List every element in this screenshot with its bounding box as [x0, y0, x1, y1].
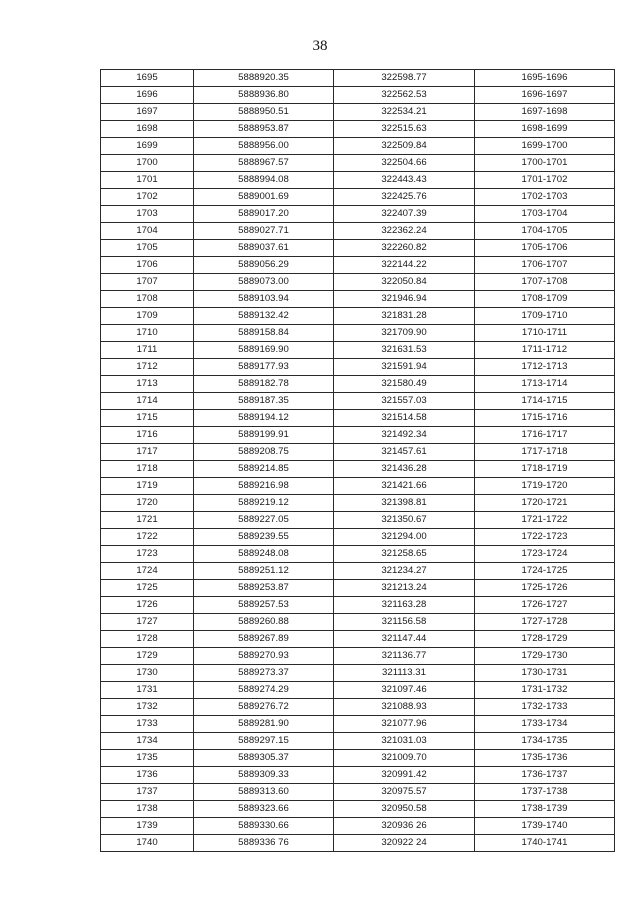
point-number-cell: 1716	[101, 427, 194, 444]
y-coordinate-cell: 321591.94	[334, 359, 475, 376]
y-coordinate-cell: 322425.76	[334, 189, 475, 206]
x-coordinate-cell: 5889323.66	[194, 801, 334, 818]
point-number-cell: 1732	[101, 699, 194, 716]
x-coordinate-cell: 5889276.72	[194, 699, 334, 716]
y-coordinate-cell: 321492.34	[334, 427, 475, 444]
x-coordinate-cell: 5889103.94	[194, 291, 334, 308]
table-row	[101, 665, 615, 682]
y-coordinate-cell: 320922 24	[334, 835, 475, 852]
segment-cell: 1704-1705	[475, 223, 615, 240]
x-coordinate-cell: 5888967.57	[194, 155, 334, 172]
point-number-cell: 1719	[101, 478, 194, 495]
y-coordinate-cell: 322515.63	[334, 121, 475, 138]
segment-cell: 1720-1721	[475, 495, 615, 512]
table-row	[101, 104, 615, 121]
y-coordinate-cell: 321136.77	[334, 648, 475, 665]
x-coordinate-cell: 5889227.05	[194, 512, 334, 529]
segment-cell: 1739-1740	[475, 818, 615, 835]
x-coordinate-cell: 5889073.00	[194, 274, 334, 291]
x-coordinate-cell: 5889027.71	[194, 223, 334, 240]
segment-cell: 1732-1733	[475, 699, 615, 716]
point-number-cell: 1711	[101, 342, 194, 359]
y-coordinate-cell: 321398.81	[334, 495, 475, 512]
x-coordinate-cell: 5889274.29	[194, 682, 334, 699]
table-body	[101, 70, 615, 852]
table-row	[101, 580, 615, 597]
table-row	[101, 393, 615, 410]
table-row	[101, 801, 615, 818]
point-number-cell: 1726	[101, 597, 194, 614]
point-number-cell: 1735	[101, 750, 194, 767]
x-coordinate-cell: 5889336 76	[194, 835, 334, 852]
y-coordinate-cell: 321350.67	[334, 512, 475, 529]
y-coordinate-cell: 322362.24	[334, 223, 475, 240]
point-number-cell: 1720	[101, 495, 194, 512]
point-number-cell: 1728	[101, 631, 194, 648]
point-number-cell: 1712	[101, 359, 194, 376]
table-row	[101, 189, 615, 206]
y-coordinate-cell: 321514.58	[334, 410, 475, 427]
y-coordinate-cell: 320950.58	[334, 801, 475, 818]
x-coordinate-cell: 5889169.90	[194, 342, 334, 359]
table-row	[101, 784, 615, 801]
x-coordinate-cell: 5889187.35	[194, 393, 334, 410]
point-number-cell: 1715	[101, 410, 194, 427]
point-number-cell: 1729	[101, 648, 194, 665]
x-coordinate-cell: 5889270.93	[194, 648, 334, 665]
y-coordinate-cell: 321156.58	[334, 614, 475, 631]
segment-cell: 1734-1735	[475, 733, 615, 750]
point-number-cell: 1738	[101, 801, 194, 818]
x-coordinate-cell: 5888953.87	[194, 121, 334, 138]
y-coordinate-cell: 322443.43	[334, 172, 475, 189]
segment-cell: 1699-1700	[475, 138, 615, 155]
table-row	[101, 308, 615, 325]
segment-cell: 1727-1728	[475, 614, 615, 631]
table-row	[101, 376, 615, 393]
table-row	[101, 359, 615, 376]
x-coordinate-cell: 5889199.91	[194, 427, 334, 444]
table-row	[101, 767, 615, 784]
y-coordinate-cell: 321097.46	[334, 682, 475, 699]
table-row	[101, 325, 615, 342]
point-number-cell: 1724	[101, 563, 194, 580]
x-coordinate-cell: 5889216.98	[194, 478, 334, 495]
segment-cell: 1736-1737	[475, 767, 615, 784]
x-coordinate-cell: 5889309.33	[194, 767, 334, 784]
segment-cell: 1733-1734	[475, 716, 615, 733]
y-coordinate-cell: 321294.00	[334, 529, 475, 546]
point-number-cell: 1730	[101, 665, 194, 682]
segment-cell: 1724-1725	[475, 563, 615, 580]
x-coordinate-cell: 5889017.20	[194, 206, 334, 223]
table-row	[101, 563, 615, 580]
point-number-cell: 1723	[101, 546, 194, 563]
x-coordinate-cell: 5889281.90	[194, 716, 334, 733]
table-row	[101, 172, 615, 189]
y-coordinate-cell: 320975.57	[334, 784, 475, 801]
table-row	[101, 546, 615, 563]
x-coordinate-cell: 5889194.12	[194, 410, 334, 427]
table-row	[101, 529, 615, 546]
segment-cell: 1705-1706	[475, 240, 615, 257]
point-number-cell: 1698	[101, 121, 194, 138]
x-coordinate-cell: 5889239.55	[194, 529, 334, 546]
point-number-cell: 1699	[101, 138, 194, 155]
table-row	[101, 444, 615, 461]
table-row	[101, 138, 615, 155]
y-coordinate-cell: 321213.24	[334, 580, 475, 597]
y-coordinate-cell: 321077.96	[334, 716, 475, 733]
y-coordinate-cell: 321009.70	[334, 750, 475, 767]
segment-cell: 1697-1698	[475, 104, 615, 121]
y-coordinate-cell: 322509.84	[334, 138, 475, 155]
y-coordinate-cell: 322260.82	[334, 240, 475, 257]
table-row	[101, 291, 615, 308]
x-coordinate-cell: 5889273.37	[194, 665, 334, 682]
x-coordinate-cell: 5889056.29	[194, 257, 334, 274]
segment-cell: 1709-1710	[475, 308, 615, 325]
point-number-cell: 1704	[101, 223, 194, 240]
segment-cell: 1740-1741	[475, 835, 615, 852]
segment-cell: 1729-1730	[475, 648, 615, 665]
segment-cell: 1703-1704	[475, 206, 615, 223]
y-coordinate-cell: 321436.28	[334, 461, 475, 478]
x-coordinate-cell: 5888950.51	[194, 104, 334, 121]
segment-cell: 1735-1736	[475, 750, 615, 767]
point-number-cell: 1737	[101, 784, 194, 801]
x-coordinate-cell: 5888920.35	[194, 70, 334, 87]
x-coordinate-cell: 5888936.80	[194, 87, 334, 104]
x-coordinate-cell: 5888994.08	[194, 172, 334, 189]
point-number-cell: 1736	[101, 767, 194, 784]
y-coordinate-cell: 321088.93	[334, 699, 475, 716]
y-coordinate-cell: 320936 26	[334, 818, 475, 835]
y-coordinate-cell: 321163.28	[334, 597, 475, 614]
x-coordinate-cell: 5889297.15	[194, 733, 334, 750]
x-coordinate-cell: 5889132.42	[194, 308, 334, 325]
table-row	[101, 495, 615, 512]
point-number-cell: 1701	[101, 172, 194, 189]
segment-cell: 1713-1714	[475, 376, 615, 393]
x-coordinate-cell: 5889182.78	[194, 376, 334, 393]
y-coordinate-cell: 322504.66	[334, 155, 475, 172]
table-row	[101, 155, 615, 172]
table-row	[101, 410, 615, 427]
segment-cell: 1715-1716	[475, 410, 615, 427]
point-number-cell: 1714	[101, 393, 194, 410]
segment-cell: 1707-1708	[475, 274, 615, 291]
table-row	[101, 682, 615, 699]
point-number-cell: 1702	[101, 189, 194, 206]
point-number-cell: 1725	[101, 580, 194, 597]
x-coordinate-cell: 5889219.12	[194, 495, 334, 512]
point-number-cell: 1707	[101, 274, 194, 291]
point-number-cell: 1697	[101, 104, 194, 121]
point-number-cell: 1703	[101, 206, 194, 223]
x-coordinate-cell: 5889001.69	[194, 189, 334, 206]
x-coordinate-cell: 5889260.88	[194, 614, 334, 631]
table-row	[101, 223, 615, 240]
table-row	[101, 87, 615, 104]
point-number-cell: 1696	[101, 87, 194, 104]
segment-cell: 1706-1707	[475, 257, 615, 274]
segment-cell: 1730-1731	[475, 665, 615, 682]
table-row	[101, 648, 615, 665]
y-coordinate-cell: 321946.94	[334, 291, 475, 308]
y-coordinate-cell: 322050.84	[334, 274, 475, 291]
y-coordinate-cell: 322407.39	[334, 206, 475, 223]
point-number-cell: 1710	[101, 325, 194, 342]
table-row	[101, 274, 615, 291]
page-number: 38	[312, 38, 328, 54]
segment-cell: 1723-1724	[475, 546, 615, 563]
y-coordinate-cell: 322534.21	[334, 104, 475, 121]
table-row	[101, 716, 615, 733]
table-row	[101, 750, 615, 767]
segment-cell: 1700-1701	[475, 155, 615, 172]
x-coordinate-cell: 5889037.61	[194, 240, 334, 257]
coordinates-table	[100, 69, 615, 852]
y-coordinate-cell: 321557.03	[334, 393, 475, 410]
table-row	[101, 818, 615, 835]
y-coordinate-cell: 321258.65	[334, 546, 475, 563]
segment-cell: 1731-1732	[475, 682, 615, 699]
point-number-cell: 1705	[101, 240, 194, 257]
segment-cell: 1721-1722	[475, 512, 615, 529]
segment-cell: 1718-1719	[475, 461, 615, 478]
segment-cell: 1710-1711	[475, 325, 615, 342]
x-coordinate-cell: 5889158.84	[194, 325, 334, 342]
y-coordinate-cell: 321031.03	[334, 733, 475, 750]
point-number-cell: 1713	[101, 376, 194, 393]
y-coordinate-cell: 322598.77	[334, 70, 475, 87]
point-number-cell: 1717	[101, 444, 194, 461]
point-number-cell: 1700	[101, 155, 194, 172]
point-number-cell: 1734	[101, 733, 194, 750]
table-row	[101, 257, 615, 274]
point-number-cell: 1695	[101, 70, 194, 87]
segment-cell: 1698-1699	[475, 121, 615, 138]
x-coordinate-cell: 5889330.66	[194, 818, 334, 835]
point-number-cell: 1721	[101, 512, 194, 529]
segment-cell: 1738-1739	[475, 801, 615, 818]
table-row	[101, 461, 615, 478]
table-row	[101, 597, 615, 614]
table-row	[101, 699, 615, 716]
segment-cell: 1725-1726	[475, 580, 615, 597]
y-coordinate-cell: 321709.90	[334, 325, 475, 342]
segment-cell: 1717-1718	[475, 444, 615, 461]
table-row	[101, 70, 615, 87]
segment-cell: 1719-1720	[475, 478, 615, 495]
point-number-cell: 1731	[101, 682, 194, 699]
table-row	[101, 835, 615, 852]
table-row	[101, 240, 615, 257]
segment-cell: 1712-1713	[475, 359, 615, 376]
segment-cell: 1696-1697	[475, 87, 615, 104]
segment-cell: 1711-1712	[475, 342, 615, 359]
y-coordinate-cell: 321421.66	[334, 478, 475, 495]
x-coordinate-cell: 5889214.85	[194, 461, 334, 478]
x-coordinate-cell: 5889248.08	[194, 546, 334, 563]
point-number-cell: 1727	[101, 614, 194, 631]
segment-cell: 1708-1709	[475, 291, 615, 308]
y-coordinate-cell: 321631.53	[334, 342, 475, 359]
point-number-cell: 1733	[101, 716, 194, 733]
segment-cell: 1716-1717	[475, 427, 615, 444]
point-number-cell: 1706	[101, 257, 194, 274]
y-coordinate-cell: 321147.44	[334, 631, 475, 648]
table-row	[101, 342, 615, 359]
segment-cell: 1728-1729	[475, 631, 615, 648]
y-coordinate-cell: 321234.27	[334, 563, 475, 580]
point-number-cell: 1708	[101, 291, 194, 308]
table-row	[101, 206, 615, 223]
table-row	[101, 512, 615, 529]
segment-cell: 1702-1703	[475, 189, 615, 206]
point-number-cell: 1740	[101, 835, 194, 852]
point-number-cell: 1722	[101, 529, 194, 546]
x-coordinate-cell: 5888956.00	[194, 138, 334, 155]
y-coordinate-cell: 321580.49	[334, 376, 475, 393]
table-row	[101, 121, 615, 138]
y-coordinate-cell: 321831.28	[334, 308, 475, 325]
point-number-cell: 1709	[101, 308, 194, 325]
segment-cell: 1726-1727	[475, 597, 615, 614]
table-row	[101, 614, 615, 631]
y-coordinate-cell: 321457.61	[334, 444, 475, 461]
table-row	[101, 427, 615, 444]
x-coordinate-cell: 5889313.60	[194, 784, 334, 801]
segment-cell: 1701-1702	[475, 172, 615, 189]
segment-cell: 1722-1723	[475, 529, 615, 546]
x-coordinate-cell: 5889257.53	[194, 597, 334, 614]
x-coordinate-cell: 5889253.87	[194, 580, 334, 597]
x-coordinate-cell: 5889251.12	[194, 563, 334, 580]
y-coordinate-cell: 322144.22	[334, 257, 475, 274]
table-row	[101, 733, 615, 750]
y-coordinate-cell: 320991.42	[334, 767, 475, 784]
point-number-cell: 1739	[101, 818, 194, 835]
y-coordinate-cell: 321113.31	[334, 665, 475, 682]
point-number-cell: 1718	[101, 461, 194, 478]
x-coordinate-cell: 5889305.37	[194, 750, 334, 767]
x-coordinate-cell: 5889208.75	[194, 444, 334, 461]
table-row	[101, 478, 615, 495]
table-row	[101, 631, 615, 648]
segment-cell: 1695-1696	[475, 70, 615, 87]
x-coordinate-cell: 5889177.93	[194, 359, 334, 376]
x-coordinate-cell: 5889267.89	[194, 631, 334, 648]
segment-cell: 1714-1715	[475, 393, 615, 410]
segment-cell: 1737-1738	[475, 784, 615, 801]
y-coordinate-cell: 322562.53	[334, 87, 475, 104]
